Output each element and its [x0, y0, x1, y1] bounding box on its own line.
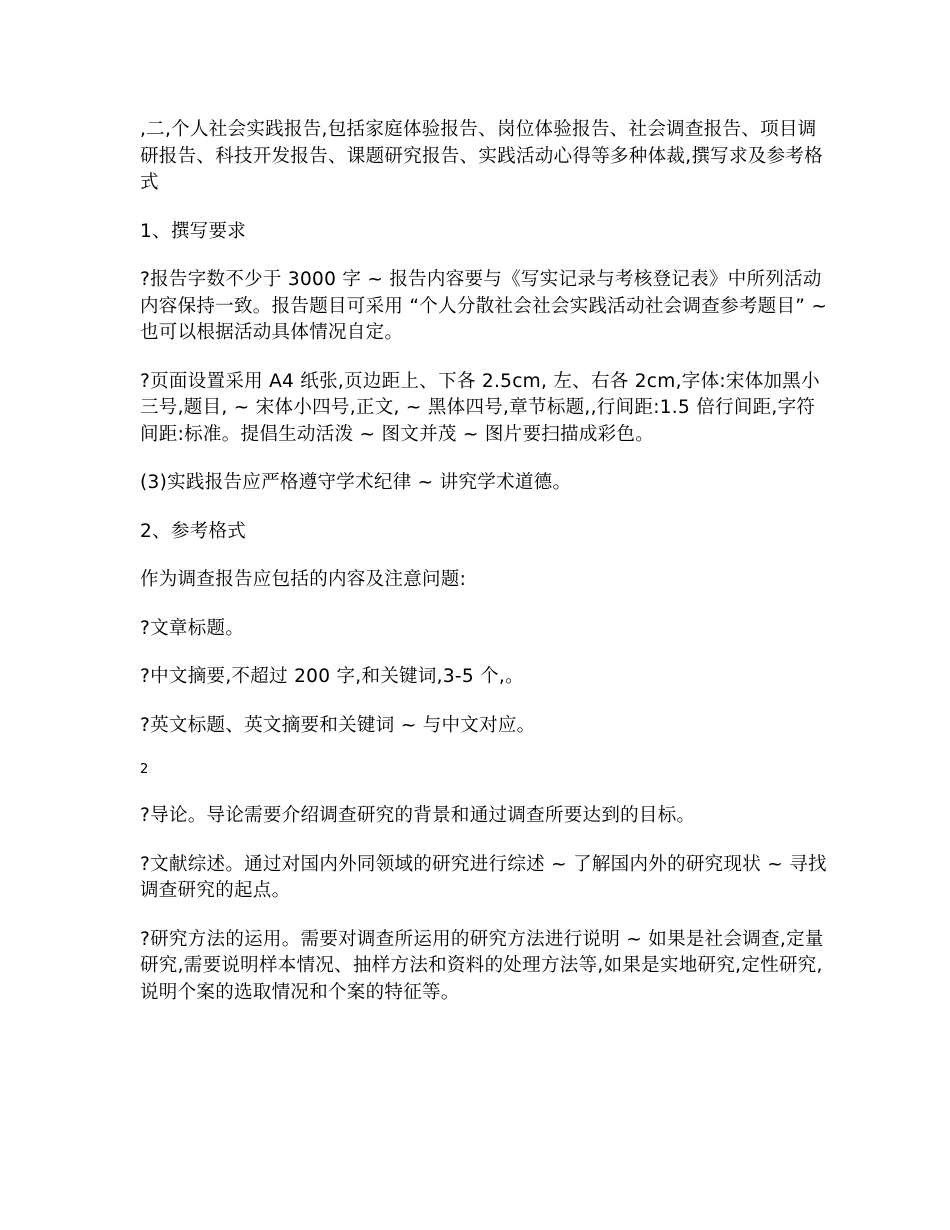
list-item-introduction: ?导论。导论需要介绍调查研究的背景和通过调查所要达到的目标。 [140, 805, 696, 826]
heading-reference-format: 2、参考格式 [140, 520, 247, 542]
paragraph-word-count: ?报告字数不少于 3000 字 ~ 报告内容要与《写实记录与考核登记表》中所列活动内容保持一致。报告题目可采用 “个人分散社会社会实践活动社会调查参考题目” ~ 也可以根据活动具体情况自定。 [140, 269, 828, 343]
page-number: 2 [140, 762, 149, 777]
document-body [140, 117, 830, 1028]
list-item-literature-review: ?文献综述。通过对国内外同领域的研究进行综述 ~ 了解国内外的研究现状 ~ 寻找调查研究的起点。 [140, 853, 827, 901]
list-item-english-abstract: ?英文标题、英文摘要和关键词 ~ 与中文对应。 [140, 714, 536, 736]
paragraph-report-contents: 作为调查报告应包括的内容及注意问题: [140, 569, 467, 590]
list-item-chinese-abstract: ?中文摘要,不超过 200 字,和关键词,3-5 个,。 [140, 666, 524, 687]
list-item-title: ?文章标题。 [140, 617, 245, 639]
paragraph-intro: ,二,个人社会实践报告,包括家庭体验报告、岗位体验报告、社会调查报告、项目调研报告、科技开发报告、课题研究报告、实践活动心得等多种体裁,撰写求及参考格式 [140, 119, 823, 193]
paragraph-page-setup: ?页面设置采用 A4 纸张,页边距上、下各 2.5cm, 左、右各 2cm,字体:宋体加黑小三号,题目, ~ 宋体小四号,正文, ~ 黑体四号,章节标题,,行间距:1.5 倍行间距,字符间距:标准。提倡生动活泼 ~ 图文并茂 ~ 图片要扫描成彩色。 [140, 370, 820, 445]
paragraph-academic-discipline: (3)实践报告应严格遵守学术纪律 ~ 讲究学术道德。 [140, 472, 572, 493]
list-item-research-methods: ?研究方法的运用。需要对调查所运用的研究方法进行说明 ~ 如果是社会调查,定量研究,需要说明样本情况、抽样方法和资料的处理方法等,如果是实地研究,定性研究,说明个案的选取情况和个案的特征等。 [140, 928, 824, 1003]
heading-writing-requirements: 1、撰写要求 [140, 220, 247, 242]
